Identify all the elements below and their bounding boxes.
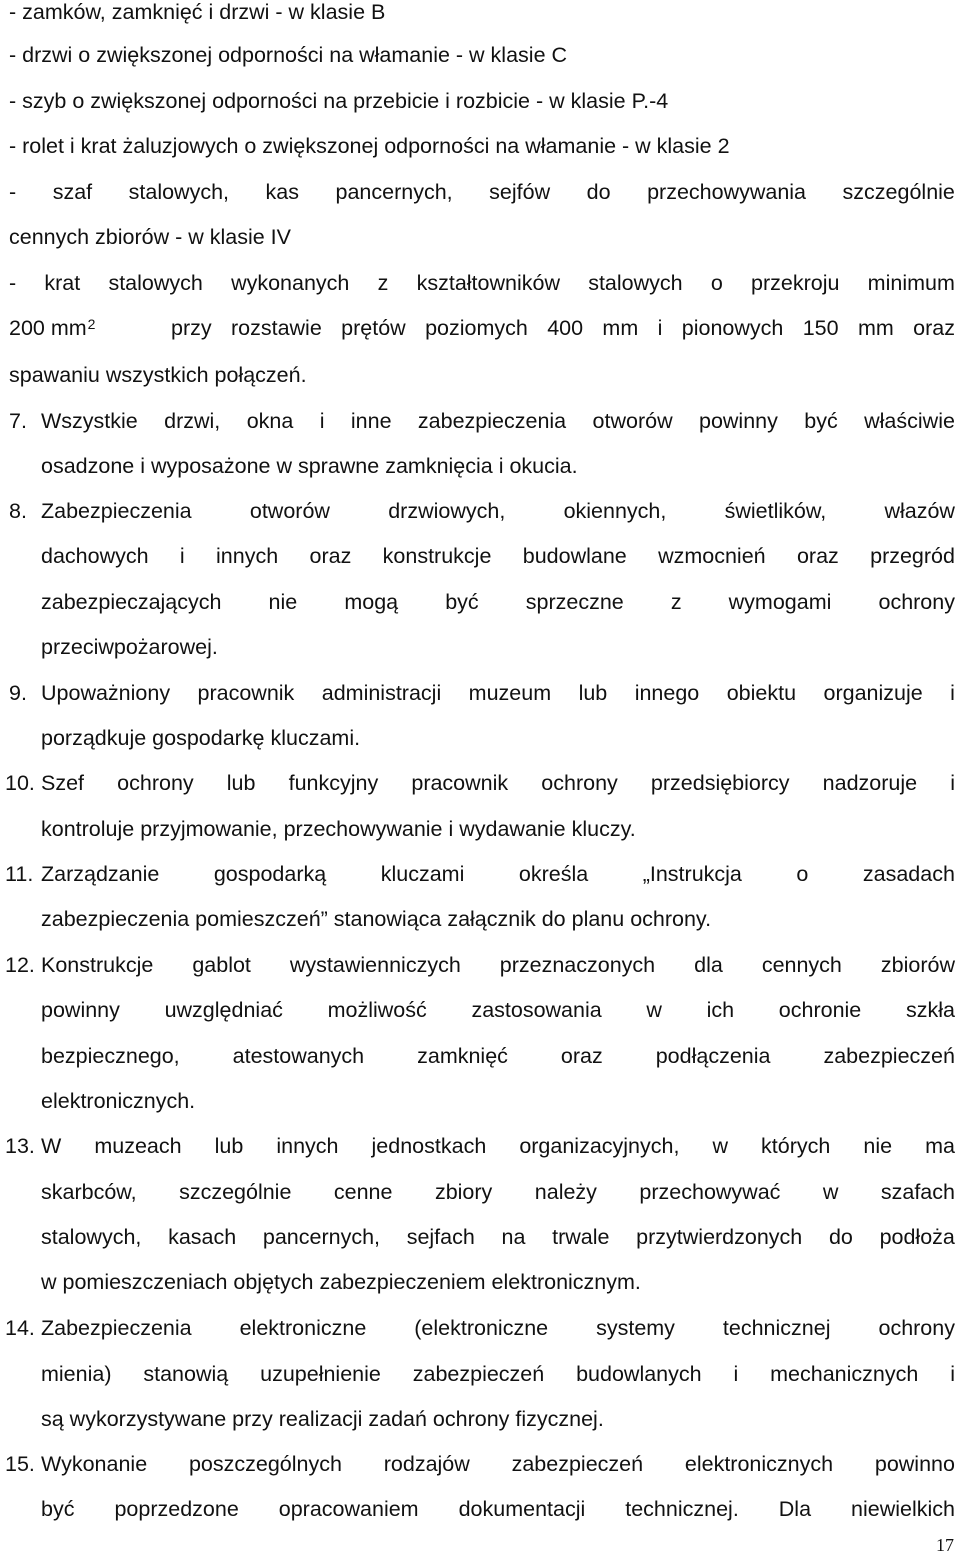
word: przedsiębiorcy [650,771,790,795]
word: (elektroniczne [414,1316,549,1340]
word: inne [350,409,392,433]
word: oraz [560,1044,603,1068]
item-line: porządkuje gospodarkę kluczami. [41,726,361,750]
item-number: 7. [9,409,27,433]
word: i [733,1362,739,1386]
word: dokumentacji [458,1497,586,1521]
word: W [41,1134,62,1158]
word: na [501,1225,526,1249]
word: obiektu [726,681,797,705]
word: budowlanych [576,1362,702,1386]
item-line: zabezpieczenia pomieszczeń” stanowiąca załącznik do planu ochrony. [41,907,712,931]
word: otworów [592,409,673,433]
word: zamknięć [417,1044,508,1068]
word: mm [602,316,639,340]
word: przegród [870,544,955,568]
word: należy [534,1180,597,1204]
word: i [179,544,185,568]
word: „Instrukcja [642,862,742,886]
word: zabezpieczeń [511,1452,644,1476]
list-line: - zamków, zamknięć i drzwi - w klasie B [9,0,386,24]
word: organizuje [823,681,923,705]
word: wystawienniczych [289,953,461,977]
word: mogą [344,590,399,614]
word: mm [857,316,894,340]
word: stalowych, [128,180,230,204]
word: elektroniczne [239,1316,367,1340]
item-line: są wykorzystywane przy realizacji zadań ochrony fizycznej. [41,1407,604,1431]
word: poszczególnych [188,1452,342,1476]
word: Konstrukcje [41,953,154,977]
word: wykonanych [231,271,350,295]
list-line-rest [171,314,955,342]
word: stalowych, [41,1225,142,1249]
item-line [41,1042,955,1070]
word: otworów [249,499,330,523]
word: oraz [309,544,352,568]
word: o [796,862,809,886]
word: przeznaczonych [499,953,656,977]
word: świetlików, [724,499,827,523]
word: stalowych [588,271,683,295]
word: szczególnie [842,180,955,204]
word: do [586,180,611,204]
word: rodzajów [383,1452,470,1476]
word: powinny [41,998,120,1022]
word: przy [171,316,212,340]
word: mechanicznych [770,1362,919,1386]
word: przekroju [751,271,840,295]
word: podłoża [879,1225,955,1249]
word: cenne [333,1180,393,1204]
word: do [828,1225,853,1249]
word: z [670,590,682,614]
word: organizacyjnych, [519,1134,680,1158]
word: okna [246,409,294,433]
word: określa [518,862,589,886]
word: pancernych, [262,1225,381,1249]
list-line [9,314,955,342]
item-line: osadzone i wyposażone w sprawne zamknięcia i okucia. [41,454,578,478]
word: gospodarką [213,862,327,886]
item-line [41,1314,955,1342]
word: - [9,271,17,295]
word: w [712,1134,729,1158]
word: zabezpieczenia [417,409,567,433]
word: bezpiecznego, [41,1044,180,1068]
word: funkcyjny [288,771,379,795]
word: pracownik [197,681,295,705]
word: oraz [796,544,839,568]
word: systemy [596,1316,675,1340]
word: stalowych [108,271,203,295]
word: w [822,1180,839,1204]
word: dla [694,953,723,977]
item-number: 14. [5,1316,35,1340]
item-line [41,1360,955,1388]
word: administracji [321,681,442,705]
item-number: 11. [5,862,34,886]
word: uwzględniać [164,998,283,1022]
word: Wykonanie [41,1452,148,1476]
word: szczególnie [179,1180,292,1204]
word: poprzedzone [114,1497,239,1521]
word: technicznej. [625,1497,739,1521]
item-number: 15. [5,1452,35,1476]
item-line [41,951,955,979]
word: w [646,998,662,1022]
word: konstrukcje [382,544,492,568]
item-line: kontroluje przyjmowanie, przechowywanie i wydawanie kluczy. [41,817,636,841]
word: jednostkach [371,1134,487,1158]
item-line [41,679,955,707]
word: ochrony [541,771,618,795]
word: i [950,771,955,795]
word: powinno [874,1452,955,1476]
word: 150 [802,316,839,340]
word: podłączenia [655,1044,771,1068]
word: niewielkich [851,1497,955,1521]
word: nie [863,1134,893,1158]
word: dachowych [41,544,149,568]
word: ochrony [878,1316,955,1340]
word: kształtowników [416,271,560,295]
item-line [41,1223,955,1251]
item-line [41,996,955,1024]
word: nie [268,590,298,614]
word: Wszystkie [41,409,138,433]
word: skarbców, [41,1180,137,1204]
list-line: - szyb o zwiększonej odporności na przebicie i rozbicie - w klasie P.-4 [9,89,669,113]
word: ich [706,998,735,1022]
word: i [657,316,663,340]
word: pancernych, [335,180,453,204]
word: Zabezpieczenia [41,499,192,523]
word: zabezpieczeń [412,1362,545,1386]
word: atestowanych [232,1044,365,1068]
word: okiennych, [563,499,667,523]
word: innych [216,544,279,568]
word: zbiory [434,1180,493,1204]
word: drzwi, [164,409,221,433]
word: elektronicznych [684,1452,834,1476]
list-line: spawaniu wszystkich połączeń. [9,363,307,387]
word: których [761,1134,831,1158]
word: ochrony [117,771,194,795]
word: innych [276,1134,339,1158]
word: i [950,1362,955,1386]
word: 400 [547,316,584,340]
item-line [41,769,955,797]
word: kluczami [380,862,465,886]
item-line [41,542,955,570]
word: wzmocnień [658,544,766,568]
word: możliwość [327,998,427,1022]
word: trwale [552,1225,610,1249]
word: lub [578,681,608,705]
word: uzupełnienie [260,1362,381,1386]
word: i [319,409,325,433]
word: mienia) [41,1362,112,1386]
word: pracownik [411,771,509,795]
item-number: 9. [9,681,27,705]
item-line [41,588,955,616]
word: krat [44,271,81,295]
word: sejfów [489,180,551,204]
word: sprzeczne [525,590,624,614]
superscript: 2 [87,316,96,332]
word: przechowywać [639,1180,781,1204]
word: o [710,271,723,295]
item-line: przeciwpożarowej. [41,635,218,659]
word: cennych [761,953,842,977]
word: muzeach [94,1134,182,1158]
word: zasadach [862,862,955,886]
list-line: - rolet i krat żaluzjowych o zwiększonej odporności na włamanie - w klasie 2 [9,134,730,158]
word: zastosowania [471,998,602,1022]
item-line [41,860,955,888]
word: być [804,409,838,433]
item-line [41,497,955,525]
word: budowlane [522,544,627,568]
item-line [41,1450,955,1478]
word: lub [226,771,256,795]
word: z [377,271,389,295]
word: zabezpieczających [41,590,222,614]
list-line [9,178,955,206]
word: Upoważniony [41,681,171,705]
word: gablot [192,953,251,977]
list-line: cennych zbiorów - w klasie IV [9,225,291,249]
word: minimum [867,271,955,295]
word: drzwiowych, [388,499,506,523]
word: lub [214,1134,244,1158]
item-line [41,1178,955,1206]
word: być [445,590,479,614]
item-line: elektronicznych. [41,1089,196,1113]
word: poziomych [425,316,528,340]
word: oraz [913,316,955,340]
word: Zarządzanie [41,862,160,886]
word: opracowaniem [278,1497,419,1521]
word: szaf [52,180,93,204]
word: i [950,681,955,705]
word: technicznej [722,1316,831,1340]
word: szkła [905,998,955,1022]
word: muzeum [468,681,552,705]
list-line: - drzwi o zwiększonej odporności na włamanie - w klasie C [9,43,568,67]
item-line [41,1132,955,1160]
word: powinny [698,409,778,433]
page-number: 17 [936,1535,954,1555]
word: prętów [341,316,406,340]
item-line [41,407,955,435]
word: właściwie [864,409,955,433]
item-number: 13. [5,1134,35,1158]
word: - [9,180,17,204]
word: nadzoruje [822,771,918,795]
word: przechowywania [647,180,807,204]
word: ma [925,1134,955,1158]
word: zbiorów [880,953,955,977]
word: ochrony [878,590,955,614]
item-number: 8. [9,499,27,523]
word: być [41,1497,75,1521]
word: Szef [41,771,85,795]
word: wymogami [728,590,832,614]
word: Dla [778,1497,812,1521]
dimension-value: 200 $mm^2$ [9,316,96,340]
word: kas [265,180,299,204]
list-line [9,269,955,297]
word: sejfach [406,1225,475,1249]
word: pionowych [681,316,784,340]
word: ochronie [778,998,862,1022]
word: innego [634,681,700,705]
word: rozstawie [230,316,322,340]
item-number: 12. [5,953,35,977]
item-line: w pomieszczeniach objętych zabezpieczeniem elektronicznym. [41,1270,641,1294]
item-number: 10. [5,771,35,795]
word: przytwierdzonych [636,1225,803,1249]
word: stanowią [143,1362,229,1386]
word: kasach [168,1225,237,1249]
word: włazów [884,499,955,523]
item-line [41,1495,955,1523]
word: Zabezpieczenia [41,1316,192,1340]
word: zabezpieczeń [823,1044,955,1068]
word: szafach [880,1180,955,1204]
